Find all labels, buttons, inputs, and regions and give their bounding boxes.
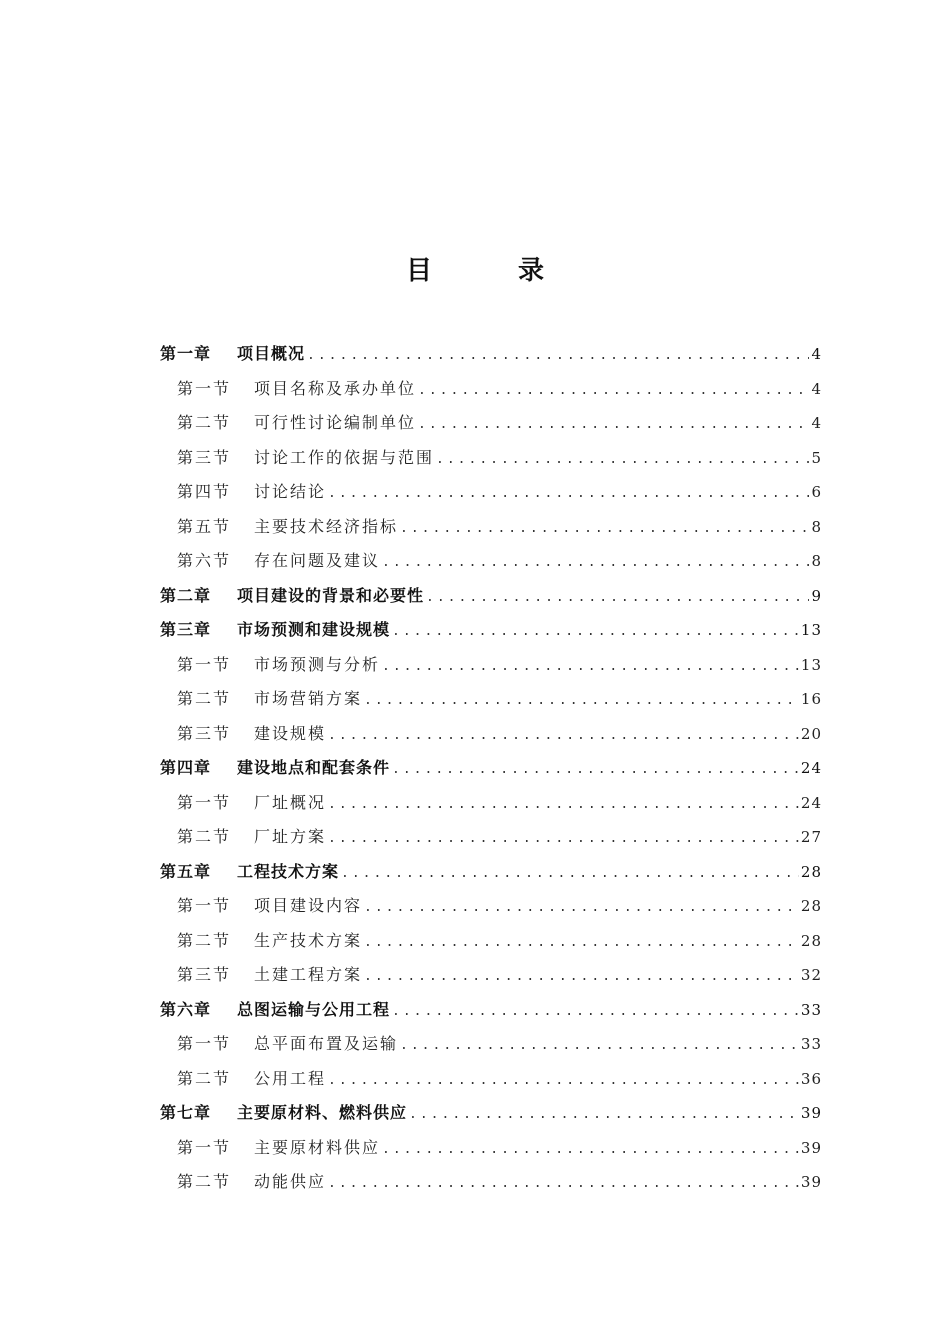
toc-entry-chapter[interactable] [160,337,822,372]
toc-dot-leader [400,1029,799,1062]
toc-page-number: 39 [800,1138,822,1157]
toc-dot-leader [364,891,799,924]
toc-page-number: 5 [811,448,822,467]
toc-entry-text: 可行性讨论编制单位 [254,413,417,432]
toc-entry-label: 第五章 [160,861,212,881]
toc-dot-leader [418,374,809,407]
toc-page-number: 39 [800,1104,822,1122]
toc-page-number: 28 [800,897,822,915]
toc-dot-leader [364,684,799,717]
toc-entry-label: 第一节 [177,792,232,812]
toc-entry-label: 第一节 [177,654,232,674]
toc-entry-text: 存在问题及建议 [254,551,381,570]
toc-page-number: 4 [811,414,822,432]
toc-entry-chapter[interactable] [160,613,822,648]
toc-entry-text: 项目建设的背景和必要性 [237,585,425,605]
toc-entry-text: 土建工程方案 [254,965,363,984]
toc-dot-leader [392,753,799,786]
toc-entry-chapter[interactable] [160,751,822,786]
toc-entry-text: 主要原材料供应 [254,1137,381,1157]
toc-entry-section[interactable] [160,372,822,407]
toc-entry-label: 第二章 [160,585,212,605]
toc-entry-section[interactable] [160,717,822,752]
toc-dot-leader [409,1098,799,1131]
toc-page-number: 28 [800,862,822,881]
toc-entry-text: 生产技术方案 [254,930,363,950]
toc-entry-section[interactable] [160,682,822,717]
toc-entry-label: 第四节 [177,482,232,501]
toc-entry-text: 市场营销方案 [254,689,363,708]
toc-entry-label: 第二节 [177,930,232,950]
toc-page-number: 20 [800,724,822,743]
toc-dot-leader [364,926,799,959]
toc-entry-label: 第一节 [177,378,232,398]
toc-entry-text: 厂址概况 [254,792,327,812]
toc-dot-leader [328,1167,799,1200]
toc-page-number: 32 [800,966,822,984]
toc-entry-section[interactable] [160,820,822,855]
toc-entry-label: 第七章 [160,1103,212,1122]
toc-list [160,337,822,1200]
toc-entry-section[interactable] [160,889,822,924]
toc-page-number: 33 [800,1035,822,1053]
toc-entry-text: 项目建设内容 [254,896,363,915]
toc-entry-section[interactable] [160,1165,822,1200]
toc-entry-section[interactable] [160,406,822,441]
toc-entry-text: 市场预测与分析 [254,654,381,674]
toc-entry-label: 第二节 [177,413,232,432]
toc-entry-text: 项目概况 [237,344,306,363]
toc-dot-leader [392,615,799,648]
toc-entry-label: 第一节 [177,1034,232,1053]
toc-dot-leader [418,408,809,441]
toc-entry-section[interactable] [160,510,822,545]
toc-page-number: 24 [800,793,822,812]
toc-entry-section[interactable] [160,648,822,683]
toc-entry-text: 公用工程 [254,1068,327,1088]
toc-dot-leader [382,1133,799,1166]
toc-dot-leader [328,477,809,510]
toc-entry-label: 第三节 [177,723,232,743]
toc-entry-label: 第六章 [160,999,212,1019]
toc-entry-text: 讨论工作的依据与范围 [254,447,435,467]
toc-entry-text: 动能供应 [254,1172,327,1191]
toc-page-number: 39 [800,1173,822,1191]
toc-entry-label: 第四章 [160,758,212,777]
toc-entry-label: 第三节 [177,965,232,984]
toc-entry-chapter[interactable] [160,855,822,890]
toc-dot-leader [328,788,799,821]
toc-page-number: 4 [811,379,822,398]
toc-entry-text: 建设规模 [254,723,327,743]
toc-page-number: 24 [800,759,822,777]
toc-page-number: 33 [800,1000,822,1019]
toc-entry-text: 讨论结论 [254,482,327,501]
toc-entry-label: 第一节 [177,1137,232,1157]
toc-entry-section[interactable] [160,441,822,476]
toc-page-number: 8 [811,517,822,536]
toc-entry-label: 第三节 [177,447,232,467]
toc-entry-label: 第六节 [177,551,232,570]
toc-entry-section[interactable] [160,475,822,510]
toc-page-number: 13 [800,655,822,674]
toc-entry-label: 第一节 [177,896,232,915]
toc-entry-text: 建设地点和配套条件 [237,758,391,777]
toc-entry-section[interactable] [160,958,822,993]
toc-dot-leader [364,960,799,993]
toc-entry-label: 第一章 [160,344,212,363]
toc-entry-text: 市场预测和建设规模 [237,620,391,639]
toc-entry-section[interactable] [160,1131,822,1166]
toc-dot-leader [328,1064,799,1097]
toc-entry-label: 第三章 [160,620,212,639]
toc-entry-text: 总图运输与公用工程 [237,999,391,1019]
toc-page-number: 8 [811,552,822,570]
toc-dot-leader [426,581,809,614]
toc-entry-text: 主要原材料、燃料供应 [237,1103,408,1122]
toc-entry-text: 项目名称及承办单位 [254,378,417,398]
toc-entry-section[interactable] [160,786,822,821]
toc-page-number: 9 [811,586,822,605]
toc-title: 目 录 [405,256,574,286]
toc-dot-leader [328,719,799,752]
toc-page-number: 27 [800,828,822,846]
toc-dot-leader [400,512,809,545]
toc-entry-text: 厂址方案 [254,827,327,846]
toc-page-number: 36 [800,1069,822,1088]
toc-dot-leader [341,857,799,890]
toc-dot-leader [307,339,809,372]
toc-entry-section[interactable] [160,544,822,579]
toc-page-number: 16 [800,690,822,708]
toc-dot-leader [392,995,799,1028]
toc-entry-section[interactable] [160,1062,822,1097]
toc-page-number: 28 [800,931,822,950]
toc-dot-leader [436,443,809,476]
toc-page-number: 6 [811,483,822,501]
toc-entry-chapter[interactable] [160,1096,822,1131]
toc-entry-label: 第二节 [177,1068,232,1088]
toc-page-number: 4 [811,345,822,363]
toc-entry-label: 第五节 [177,516,232,536]
toc-dot-leader [328,822,799,855]
toc-entry-chapter[interactable] [160,993,822,1028]
toc-dot-leader [382,546,809,579]
toc-entry-label: 第二节 [177,827,232,846]
toc-entry-label: 第二节 [177,1172,232,1191]
toc-page-number: 13 [800,621,822,639]
toc-entry-text: 主要技术经济指标 [254,516,399,536]
toc-entry-text: 工程技术方案 [237,861,340,881]
toc-entry-text: 总平面布置及运输 [254,1034,399,1053]
toc-entry-section[interactable] [160,924,822,959]
toc-entry-section[interactable] [160,1027,822,1062]
toc-entry-chapter[interactable] [160,579,822,614]
toc-dot-leader [382,650,799,683]
toc-entry-label: 第二节 [177,689,232,708]
